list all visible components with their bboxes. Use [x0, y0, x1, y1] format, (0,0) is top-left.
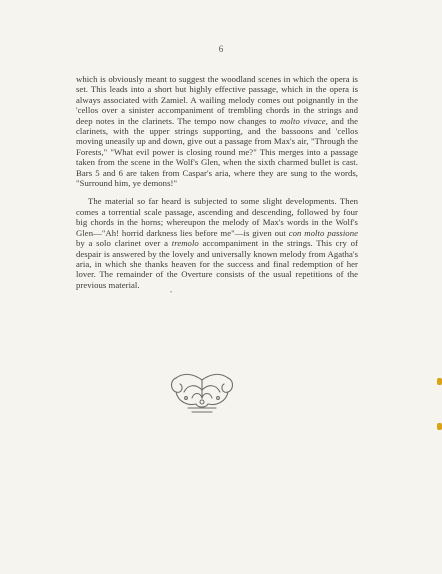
paragraph-2 — [76, 196, 358, 290]
page-edge-mark — [437, 423, 442, 430]
paragraph-2-text-3: accompaniment in the strings. This cry of despair is answered by the lovely and universally known melody from Agatha's aria, in which she thanks heaven for the success and final redemption of her lover. The remainder of the Overture consists of the usual repetitions of the previous material. — [76, 238, 358, 290]
paragraph-1-text-1: which is obviously meant to suggest the woodland scenes in which the opera is set. This leads into a short but highly effective passage, which in the opera is always associated with Zamiel. A wailing melody comes out poignantly in the 'cellos over a sinister accompaniment of trembling chords in the strings and deep notes in the clarinets. The tempo now changes to — [76, 74, 358, 126]
paragraph-2-text-2: by a solo clarinet over a — [76, 238, 172, 249]
page-edge-mark — [437, 378, 442, 385]
paragraph-2-text-1: The material so far heard is subjected to some slight developments. Then comes a torrential scale passage, ascending and descending, followed by four big chords in the horns; whereupon the melody of Max's words in the Wolf's Glen—"Ah! horrid darkness lies before me"—is given out — [76, 196, 358, 238]
paragraph-2-italic-tremolo: tremolo — [171, 238, 199, 249]
body-text — [76, 74, 358, 290]
stray-ink-mark: • — [170, 290, 173, 296]
floral-ornament-icon — [166, 368, 238, 416]
paragraph-2-italic-con-molto-passione: con molto passione — [288, 227, 358, 238]
paragraph-1-italic-molto-vivace: molto vivace — [279, 115, 326, 126]
paragraph-1 — [76, 74, 358, 188]
page-number: 6 — [218, 44, 224, 54]
paragraph-1-text-2: , and the clarinets, with the upper strings supporting, and the bassoons and 'cellos moving uneasily up and down, give out a passage from Max's air, "Through the Forests," "What evil power is closing round me?" This merges into a passage taken from the scene in the Wolf's Glen, when the sixth charmed bullet is cast. Bars 5 and 6 are taken from Caspar's aria, where they are sung to the words, "Surround him, ye demons!" — [76, 115, 358, 189]
